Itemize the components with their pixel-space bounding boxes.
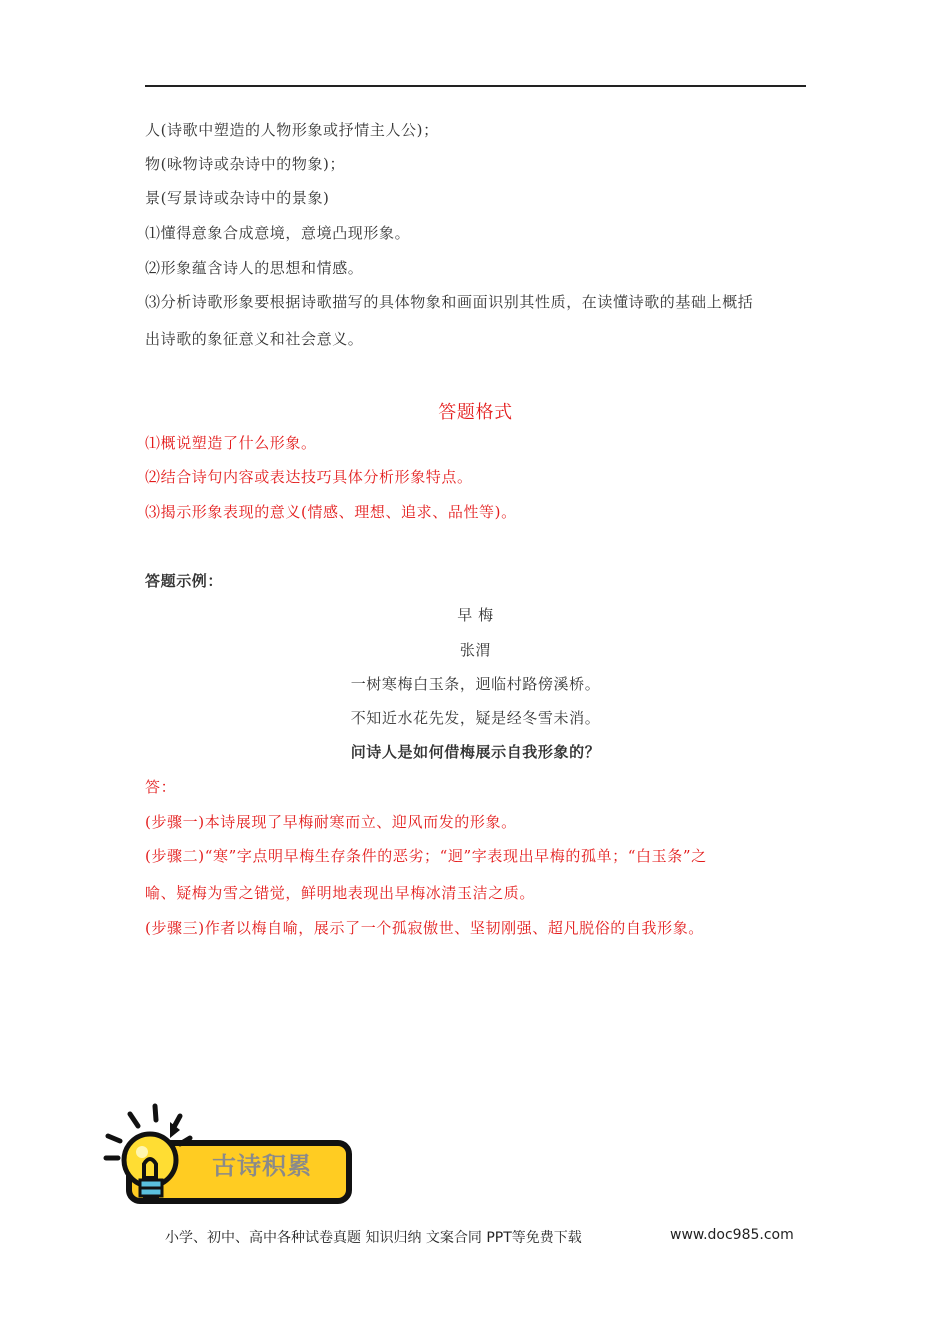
answer-step-1: (步骤一)本诗展现了早梅耐寒而立、迎风而发的形象。 [145, 813, 517, 831]
answer-label: 答： [145, 778, 177, 796]
badge-label: 古诗积累 [212, 1152, 312, 1180]
format-step-3: ⑶揭示形象表现的意义(情感、理想、追求、品性等)。 [145, 503, 517, 521]
intro-line-person: 人(诗歌中塑造的人物形象或抒情主人公)； [145, 121, 439, 139]
answer-step-3: (步骤三)作者以梅自喻，展示了一个孤寂傲世、坚韧刚强、超凡脱俗的自我形象。 [145, 919, 704, 937]
poem-author: 张渭 [459, 641, 492, 659]
intro-point-3: ⑶分析诗歌形象要根据诗歌描写的具体物象和画面识别其性质，在读懂诗歌的基础上概括 [145, 293, 754, 311]
footer-url[interactable]: www.doc985.com [670, 1227, 794, 1243]
answer-step-2: (步骤二)“寒”字点明早梅生存条件的恶劣；“迥”字表现出早梅的孤单；“白玉条”之 [145, 847, 707, 865]
format-heading: 答题格式 [438, 402, 513, 423]
poem-title: 早 梅 [457, 606, 494, 624]
example-label: 答题示例： [145, 572, 224, 590]
intro-point-1: ⑴懂得意象合成意境，意境凸现形象。 [145, 224, 411, 242]
format-step-1: ⑴概说塑造了什么形象。 [145, 434, 317, 452]
intro-line-object: 物(咏物诗或杂诗中的物象)； [145, 155, 346, 173]
intro-point-2: ⑵形象蕴含诗人的思想和情感。 [145, 259, 364, 277]
top-rule [145, 85, 806, 87]
poem-line-1: 一树寒梅白玉条，迥临村路傍溪桥。 [350, 675, 601, 693]
intro-line-scene: 景(写景诗或杂诗中的景象) [145, 189, 330, 207]
format-step-2: ⑵结合诗句内容或表达技巧具体分析形象特点。 [145, 468, 473, 486]
section-badge [100, 1100, 360, 1210]
intro-point-3-cont: 出诗歌的象征意义和社会意义。 [145, 330, 364, 348]
poem-line-2: 不知近水花先发，疑是经冬雪未消。 [350, 709, 601, 727]
lightbulb-icon [100, 1100, 210, 1210]
example-question: 问诗人是如何借梅展示自我形象的？ [350, 743, 601, 761]
footer-text: 小学、初中、高中各种试卷真题 知识归纳 文案合同 PPT等免费下载 [165, 1230, 582, 1246]
answer-step-2-cont: 喻、疑梅为雪之错觉，鲜明地表现出早梅冰清玉洁之质。 [145, 884, 536, 902]
